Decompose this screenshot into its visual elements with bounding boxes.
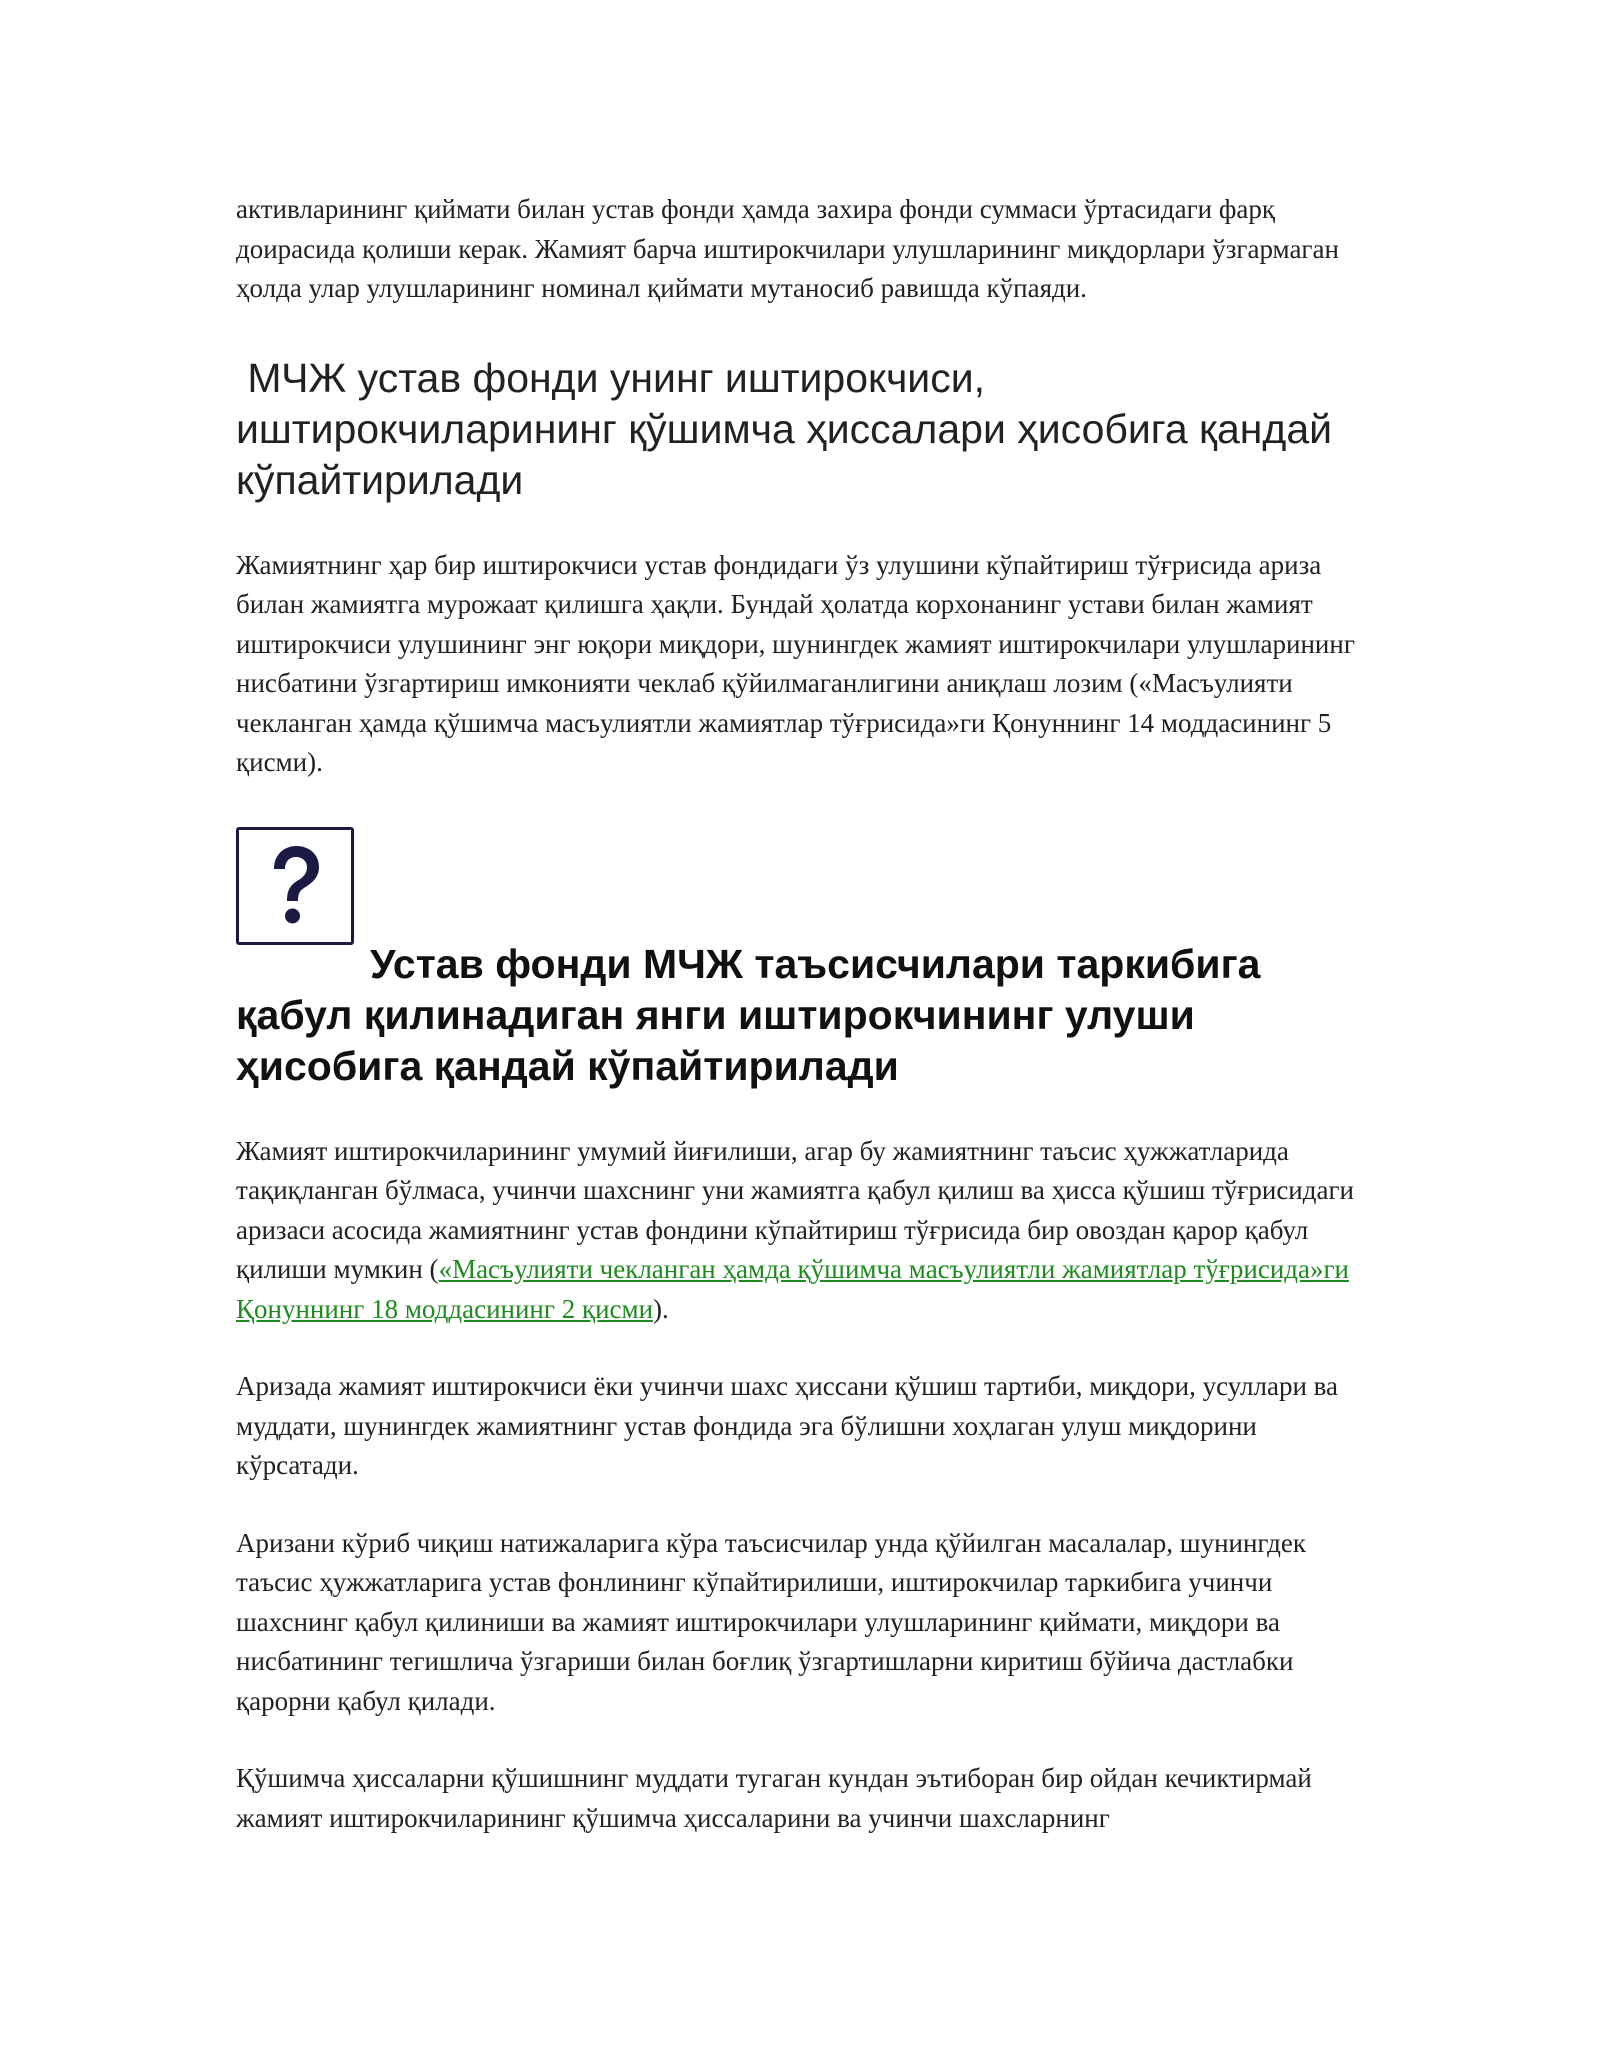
section2-heading bbox=[236, 939, 1376, 1092]
question-mark-icon bbox=[236, 827, 354, 945]
section2-paragraph-4: Қўшимча ҳиссаларни қўшишнинг муддати тугаган кундан эътиборан бир ойдан кечиктирмай жамият иштирокчиларининг қўшимча ҳиссаларини ва учинчи шахсларнинг bbox=[236, 1763, 1312, 1833]
document-page bbox=[236, 190, 1376, 1838]
law-reference-link[interactable]: «Масъулияти чекланган ҳамда қўшимча масъулиятли жамиятлар тўғрисида»ги Қонуннинг 18 моддасининг 2 қисми bbox=[236, 1254, 1350, 1324]
section2-paragraph-1-text: Жамият иштирокчиларининг умумий йиғилиши, агар бу жамиятнинг таъсис ҳужжатларида тақиқланган бўлмаса, учинчи шахснинг уни жамиятга қабул қилиш ва ҳисса қўшиш тўғрисидаги аризаси асосида жамиятнинг устав фондини кўпайтириш тўғрисида бир овоздан қарор қабул қилиши мумкин ( bbox=[236, 1135, 1354, 1284]
section2-paragraph-1 bbox=[236, 1132, 1376, 1330]
section1-heading-text: МЧЖ устав фонди унинг иштирокчиси, иштирокчиларининг қўшимча ҳиссалари ҳисобига қандай кўпайтирилади bbox=[236, 354, 1333, 503]
section2-paragraph-3: Аризани кўриб чиқиш натижаларига кўра таъсисчилар унда қўйилган масалалар, шунингдек таъсис ҳужжатларига устав фонлининг кўпайтирилиши, иштирокчилар таркибига учинчи шахснинг қабул қилиниши ва жамият иштирокчилари улушларининг қиймати, миқдори ва нисбатининг тегишлича ўзгариши билан боғлиқ ўзгартишларни киритиш бўйича дастлабки қарорни қабул қилади. bbox=[236, 1527, 1306, 1716]
section2-paragraph-2: Аризада жамият иштирокчиси ёки учинчи шахс ҳиссани қўшиш тартиби, миқдори, усуллари ва муддати, шунингдек жамиятнинг устав фондида эга бўлишни хоҳлаган улуш миқдорини кўрсатади. bbox=[236, 1371, 1339, 1480]
section1-paragraph: Жамиятнинг ҳар бир иштирокчиси устав фондидаги ўз улушини кўпайтириш тўғрисида ариза билан жамиятга мурожаат қилишга ҳақли. Бундай ҳолатда корхонанинг устави билан жамият иштирокчиси улушининг энг юқори миқдори, шунингдек жамият иштирокчилари улушларининг нисбатини ўзгартириш имконияти чеклаб қўйилмаганлигини аниқлаш лозим («Масъулияти чекланган ҳамда қўшимча масъулиятли жамиятлар тўғрисида»ги Қонуннинг 14 моддасининг 5 қисми). bbox=[236, 549, 1355, 777]
intro-paragraph: активларининг қиймати билан устав фонди ҳамда захира фонди суммаси ўртасидаги фарқ доирасида қолиши керак. Жамият барча иштирокчилари улушларининг миқдорлари ўзгармаган ҳолда улар улушларининг номинал қиймати мутаносиб равишда кўпаяди. bbox=[236, 194, 1339, 303]
section2-paragraph-1-end: ). bbox=[653, 1293, 669, 1324]
section1-heading bbox=[236, 353, 1376, 506]
section2-heading-text: Устав фонди МЧЖ таъсисчилари таркибига қабул қилинадиган янги иштирокчининг улуши ҳисобига қандай кўпайтирилади bbox=[236, 940, 1261, 1089]
